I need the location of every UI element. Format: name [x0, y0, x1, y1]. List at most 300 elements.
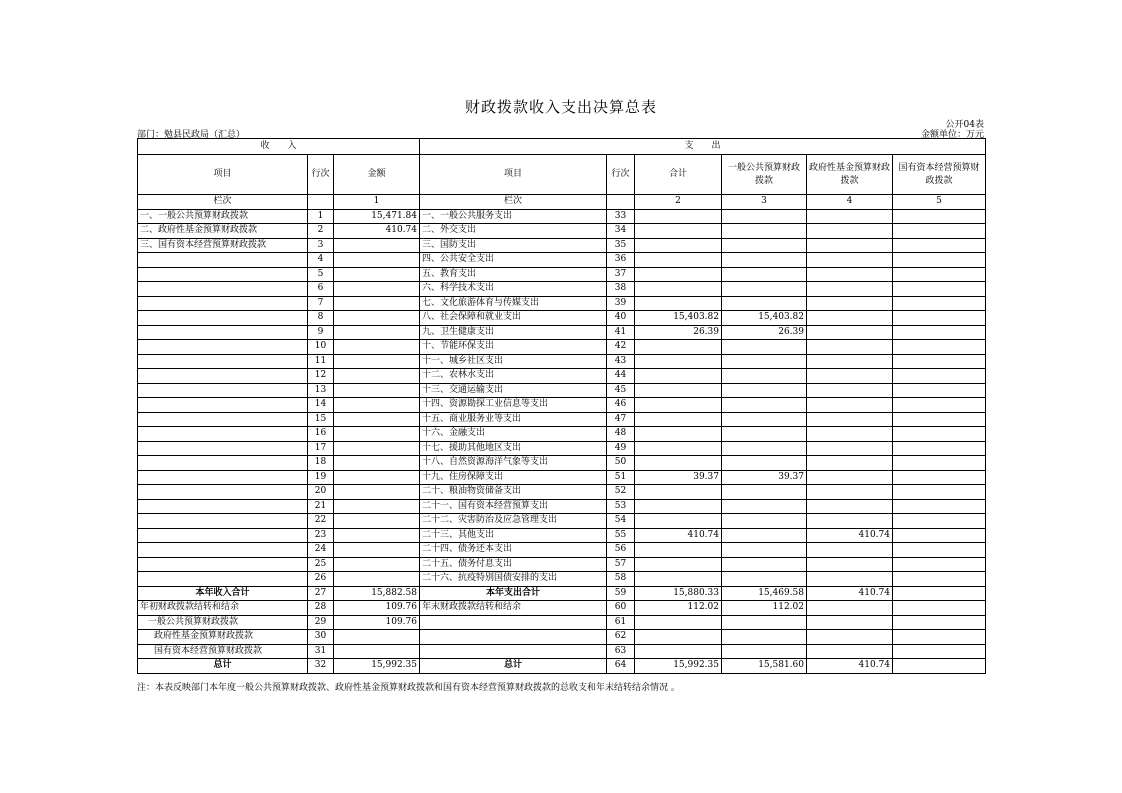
expense-fund-cell	[807, 543, 893, 558]
income-item-cell	[138, 412, 308, 427]
income-item-cell	[138, 514, 308, 529]
expense-general-cell	[722, 369, 807, 384]
income-amount-cell: 410.74	[334, 224, 420, 239]
expense-item-cell: 二十六、抗疫特别国债安排的支出	[420, 572, 607, 587]
income-amount-cell	[334, 369, 420, 384]
expense-total-cell	[635, 398, 722, 413]
expense-total-cell	[635, 296, 722, 311]
expense-general-cell	[722, 354, 807, 369]
expense-state-capital-cell	[893, 456, 986, 471]
expense-general-cell	[722, 644, 807, 659]
expense-general-cell	[722, 398, 807, 413]
fund-header: 政府性基金预算财政拨款	[807, 155, 893, 195]
expense-total-cell: 112.02	[635, 601, 722, 616]
expense-row-no-cell: 64	[607, 659, 635, 674]
expense-row-no-cell: 60	[607, 601, 635, 616]
expense-general-cell: 112.02	[722, 601, 807, 616]
expense-item-cell: 二十、粮油物资储备支出	[420, 485, 607, 500]
expense-total-cell	[635, 485, 722, 500]
expense-state-capital-cell	[893, 543, 986, 558]
expense-fund-cell	[807, 456, 893, 471]
income-amount-cell	[334, 296, 420, 311]
table-row	[138, 282, 986, 297]
expense-general-cell	[722, 224, 807, 239]
income-amount-cell: 109.76	[334, 601, 420, 616]
table-row	[138, 383, 986, 398]
col-number-5: 5	[893, 195, 986, 210]
income-item-cell	[138, 441, 308, 456]
expense-fund-cell	[807, 601, 893, 616]
expense-item-cell	[420, 630, 607, 645]
income-item-cell	[138, 253, 308, 268]
income-amount-cell	[334, 485, 420, 500]
income-item-cell: 二、政府性基金预算财政拨款	[138, 224, 308, 239]
expense-general-cell: 15,581.60	[722, 659, 807, 674]
expense-total-cell	[635, 238, 722, 253]
income-item-cell: 总计	[138, 659, 308, 674]
income-amount-cell: 15,882.58	[334, 586, 420, 601]
income-row-no-cell: 6	[308, 282, 334, 297]
expense-state-capital-cell	[893, 325, 986, 340]
expense-total-cell	[635, 644, 722, 659]
expense-total-cell	[635, 557, 722, 572]
expense-state-capital-cell	[893, 209, 986, 224]
expense-state-capital-cell	[893, 296, 986, 311]
income-row-no-cell: 1	[308, 209, 334, 224]
income-item-cell	[138, 311, 308, 326]
expense-row-no-cell: 42	[607, 340, 635, 355]
expense-row-no-cell: 43	[607, 354, 635, 369]
expense-fund-cell	[807, 238, 893, 253]
expense-fund-cell	[807, 630, 893, 645]
expense-item-cell: 二十二、灾害防治及应急管理支出	[420, 514, 607, 529]
expense-item-cell: 十九、住房保障支出	[420, 470, 607, 485]
income-item-cell	[138, 470, 308, 485]
table-row	[138, 644, 986, 659]
expense-general-cell	[722, 383, 807, 398]
expense-general-cell	[722, 615, 807, 630]
expense-fund-cell	[807, 383, 893, 398]
expense-general-cell	[722, 412, 807, 427]
expense-row-no-cell: 63	[607, 644, 635, 659]
income-amount-cell	[334, 398, 420, 413]
expense-item-cell: 四、公共安全支出	[420, 253, 607, 268]
expense-fund-cell: 410.74	[807, 659, 893, 674]
unit-label: 金额单位：万元	[920, 130, 984, 140]
income-amount-cell	[334, 514, 420, 529]
expense-item-cell: 九、卫生健康支出	[420, 325, 607, 340]
income-item-cell	[138, 282, 308, 297]
expense-fund-cell	[807, 282, 893, 297]
expense-state-capital-cell	[893, 282, 986, 297]
table-row	[138, 456, 986, 471]
income-row-no-cell: 14	[308, 398, 334, 413]
state-capital-header: 国有资本经营预算财政拨款	[893, 155, 986, 195]
expense-row-no-cell: 46	[607, 398, 635, 413]
expense-total-cell: 26.39	[635, 325, 722, 340]
income-row-no-cell: 3	[308, 238, 334, 253]
expense-state-capital-cell	[893, 644, 986, 659]
income-amount-cell	[334, 383, 420, 398]
expense-general-cell	[722, 209, 807, 224]
table-row	[138, 615, 986, 630]
expense-item-cell: 十二、农林水支出	[420, 369, 607, 384]
expense-state-capital-cell	[893, 412, 986, 427]
expense-total-cell	[635, 514, 722, 529]
expense-item-cell: 七、文化旅游体育与传媒支出	[420, 296, 607, 311]
expense-row-no-cell: 39	[607, 296, 635, 311]
income-item-cell	[138, 369, 308, 384]
income-row-no-cell: 9	[308, 325, 334, 340]
table-row	[138, 267, 986, 282]
income-amount-cell	[334, 325, 420, 340]
expense-total-cell: 15,403.82	[635, 311, 722, 326]
expense-fund-cell	[807, 572, 893, 587]
expense-item-cell: 二十一、国有资本经营预算支出	[420, 499, 607, 514]
income-row-no-cell: 17	[308, 441, 334, 456]
expense-total-cell	[635, 224, 722, 239]
expense-item-cell: 十七、援助其他地区支出	[420, 441, 607, 456]
expense-general-cell	[722, 456, 807, 471]
income-item-cell	[138, 557, 308, 572]
income-item-cell	[138, 543, 308, 558]
income-row-no-cell: 16	[308, 427, 334, 442]
income-row-no-cell: 12	[308, 369, 334, 384]
income-row-no-cell: 13	[308, 383, 334, 398]
expense-total-cell: 410.74	[635, 528, 722, 543]
expense-fund-cell	[807, 224, 893, 239]
expense-general-cell	[722, 340, 807, 355]
income-item-cell	[138, 354, 308, 369]
expense-state-capital-cell	[893, 224, 986, 239]
expense-item-cell: 二十五、债务付息支出	[420, 557, 607, 572]
expense-row-no-cell: 40	[607, 311, 635, 326]
income-amount-header: 金额	[334, 155, 420, 195]
expense-item-cell: 十八、自然资源海洋气象等支出	[420, 456, 607, 471]
expense-item-cell: 十四、资源勘探工业信息等支出	[420, 398, 607, 413]
expense-total-cell	[635, 412, 722, 427]
expense-total-cell: 39.37	[635, 470, 722, 485]
expense-fund-cell	[807, 615, 893, 630]
income-row-no-header: 行次	[308, 155, 334, 195]
income-item-cell: 年初财政拨款结转和结余	[138, 601, 308, 616]
expense-total-cell: 15,880.33	[635, 586, 722, 601]
col-label-expense: 栏次	[420, 195, 607, 210]
expense-general-cell: 15,403.82	[722, 311, 807, 326]
table-row	[138, 543, 986, 558]
expense-row-no-cell: 44	[607, 369, 635, 384]
expense-item-cell: 二、外交支出	[420, 224, 607, 239]
expense-item-cell: 总计	[420, 659, 607, 674]
expense-row-no-cell: 45	[607, 383, 635, 398]
expense-row-no-cell: 56	[607, 543, 635, 558]
income-item-cell: 国有资本经营预算财政拨款	[138, 644, 308, 659]
expense-row-no-cell: 48	[607, 427, 635, 442]
expense-fund-cell	[807, 514, 893, 529]
income-row-no-cell: 26	[308, 572, 334, 587]
expense-row-no-cell: 34	[607, 224, 635, 239]
table-row	[138, 369, 986, 384]
expense-fund-cell	[807, 311, 893, 326]
income-item-cell	[138, 572, 308, 587]
expense-row-no-cell: 36	[607, 253, 635, 268]
expense-item-cell: 本年支出合计	[420, 586, 607, 601]
expense-row-no-cell: 55	[607, 528, 635, 543]
expense-total-cell	[635, 209, 722, 224]
expense-total-cell	[635, 267, 722, 282]
expense-state-capital-cell	[893, 441, 986, 456]
expense-row-no-cell: 38	[607, 282, 635, 297]
income-row-no-cell: 29	[308, 615, 334, 630]
income-row-no-cell: 10	[308, 340, 334, 355]
expense-item-cell: 五、教育支出	[420, 267, 607, 282]
expense-item-cell: 十一、城乡社区支出	[420, 354, 607, 369]
general-header: 一般公共预算财政拨款	[722, 155, 807, 195]
expense-row-no-cell: 33	[607, 209, 635, 224]
expense-fund-cell	[807, 325, 893, 340]
income-amount-cell	[334, 644, 420, 659]
expense-total-cell	[635, 427, 722, 442]
expense-item-cell: 二十四、债务还本支出	[420, 543, 607, 558]
expense-state-capital-cell	[893, 485, 986, 500]
table-row	[138, 514, 986, 529]
expense-row-no-cell: 61	[607, 615, 635, 630]
expense-item-cell: 年末财政拨款结转和结余	[420, 601, 607, 616]
expense-state-capital-cell	[893, 470, 986, 485]
income-row-no-cell: 5	[308, 267, 334, 282]
table-row	[138, 557, 986, 572]
expense-state-capital-cell	[893, 354, 986, 369]
income-row-no-cell: 18	[308, 456, 334, 471]
expense-state-capital-cell	[893, 601, 986, 616]
income-row-no-cell: 11	[308, 354, 334, 369]
expense-state-capital-cell	[893, 586, 986, 601]
income-item-cell	[138, 398, 308, 413]
expense-total-cell	[635, 253, 722, 268]
income-amount-cell	[334, 470, 420, 485]
expense-fund-cell	[807, 267, 893, 282]
expense-item-cell: 一、一般公共服务支出	[420, 209, 607, 224]
table-row	[138, 572, 986, 587]
budget-table	[137, 138, 986, 674]
expense-general-cell	[722, 499, 807, 514]
expense-row-no-cell: 52	[607, 485, 635, 500]
table-row	[138, 340, 986, 355]
income-item-cell: 一、一般公共预算财政拨款	[138, 209, 308, 224]
table-row	[138, 499, 986, 514]
expense-total-cell: 15,992.35	[635, 659, 722, 674]
expense-item-cell: 十五、商业服务业等支出	[420, 412, 607, 427]
expense-total-cell	[635, 543, 722, 558]
income-amount-cell	[334, 311, 420, 326]
income-item-cell: 政府性基金预算财政拨款	[138, 630, 308, 645]
empty-cell	[607, 195, 635, 210]
expense-general-cell	[722, 296, 807, 311]
expense-total-cell	[635, 340, 722, 355]
income-item-cell	[138, 383, 308, 398]
table-row	[138, 311, 986, 326]
income-item-cell: 一般公共预算财政拨款	[138, 615, 308, 630]
expense-row-no-cell: 49	[607, 441, 635, 456]
expense-general-cell	[722, 557, 807, 572]
income-item-cell: 三、国有资本经营预算财政拨款	[138, 238, 308, 253]
table-row	[138, 528, 986, 543]
expense-state-capital-cell	[893, 557, 986, 572]
expense-general-cell	[722, 630, 807, 645]
table-row	[138, 470, 986, 485]
income-row-no-cell: 32	[308, 659, 334, 674]
expense-fund-cell	[807, 499, 893, 514]
col-number-1: 1	[334, 195, 420, 210]
expense-item-header: 项目	[420, 155, 607, 195]
income-row-no-cell: 31	[308, 644, 334, 659]
expense-item-cell: 八、社会保障和就业支出	[420, 311, 607, 326]
expense-general-cell	[722, 427, 807, 442]
expense-row-no-cell: 57	[607, 557, 635, 572]
expense-state-capital-cell	[893, 369, 986, 384]
income-amount-cell	[334, 499, 420, 514]
income-item-cell	[138, 325, 308, 340]
table-row	[138, 325, 986, 340]
expense-header: 支 出	[420, 139, 986, 155]
expense-fund-cell	[807, 253, 893, 268]
income-row-no-cell: 21	[308, 499, 334, 514]
income-amount-cell: 109.76	[334, 615, 420, 630]
expense-fund-cell	[807, 340, 893, 355]
expense-row-no-cell: 58	[607, 572, 635, 587]
income-item-cell	[138, 485, 308, 500]
expense-fund-cell	[807, 296, 893, 311]
expense-total-cell	[635, 383, 722, 398]
expense-fund-cell	[807, 485, 893, 500]
income-row-no-cell: 4	[308, 253, 334, 268]
table-row	[138, 659, 986, 674]
expense-general-cell	[722, 572, 807, 587]
expense-row-no-header: 行次	[607, 155, 635, 195]
expense-fund-cell	[807, 354, 893, 369]
expense-state-capital-cell	[893, 659, 986, 674]
expense-item-cell: 十三、交通运输支出	[420, 383, 607, 398]
expense-item-cell: 二十三、其他支出	[420, 528, 607, 543]
income-row-no-cell: 28	[308, 601, 334, 616]
expense-total-cell	[635, 354, 722, 369]
income-amount-cell	[334, 557, 420, 572]
expense-fund-cell	[807, 644, 893, 659]
income-row-no-cell: 25	[308, 557, 334, 572]
income-item-cell	[138, 499, 308, 514]
expense-row-no-cell: 41	[607, 325, 635, 340]
table-row	[138, 441, 986, 456]
income-row-no-cell: 20	[308, 485, 334, 500]
expense-fund-cell	[807, 369, 893, 384]
expense-state-capital-cell	[893, 253, 986, 268]
expense-total-cell	[635, 456, 722, 471]
income-amount-cell: 15,992.35	[334, 659, 420, 674]
expense-item-cell	[420, 615, 607, 630]
income-row-no-cell: 15	[308, 412, 334, 427]
expense-row-no-cell: 47	[607, 412, 635, 427]
income-amount-cell	[334, 528, 420, 543]
expense-state-capital-cell	[893, 311, 986, 326]
expense-fund-cell	[807, 412, 893, 427]
expense-state-capital-cell	[893, 499, 986, 514]
expense-row-no-cell: 59	[607, 586, 635, 601]
total-header: 合计	[635, 155, 722, 195]
expense-state-capital-cell	[893, 572, 986, 587]
income-amount-cell	[334, 441, 420, 456]
expense-general-cell	[722, 238, 807, 253]
expense-state-capital-cell	[893, 238, 986, 253]
income-amount-cell	[334, 572, 420, 587]
expense-row-no-cell: 35	[607, 238, 635, 253]
footnote: 注：本表反映部门本年度一般公共预算财政拨款、政府性基金预算财政拨款和国有资本经营预算财政拨款的总收支和年末结转结余情况 。	[137, 683, 680, 693]
table-row	[138, 296, 986, 311]
department-label: 部门：勉县民政局（汇总）	[137, 130, 246, 140]
page-title: 财政拨款收入支出决算总表	[464, 98, 657, 116]
expense-state-capital-cell	[893, 630, 986, 645]
table-row	[138, 586, 986, 601]
table-row	[138, 224, 986, 239]
income-item-cell	[138, 340, 308, 355]
col-number-3: 3	[722, 195, 807, 210]
table-row	[138, 485, 986, 500]
income-item-cell	[138, 528, 308, 543]
income-amount-cell	[334, 238, 420, 253]
expense-fund-cell	[807, 557, 893, 572]
expense-general-cell	[722, 514, 807, 529]
expense-general-cell: 39.37	[722, 470, 807, 485]
income-amount-cell	[334, 267, 420, 282]
income-row-no-cell: 2	[308, 224, 334, 239]
income-amount-cell	[334, 456, 420, 471]
income-amount-cell	[334, 630, 420, 645]
table-row	[138, 238, 986, 253]
col-number-2: 2	[635, 195, 722, 210]
expense-state-capital-cell	[893, 615, 986, 630]
income-amount-cell: 15,471.84	[334, 209, 420, 224]
expense-row-no-cell: 51	[607, 470, 635, 485]
income-amount-cell	[334, 412, 420, 427]
expense-row-no-cell: 53	[607, 499, 635, 514]
income-amount-cell	[334, 543, 420, 558]
expense-fund-cell	[807, 427, 893, 442]
income-item-cell	[138, 267, 308, 282]
expense-fund-cell	[807, 470, 893, 485]
income-row-no-cell: 8	[308, 311, 334, 326]
table-row	[138, 427, 986, 442]
expense-general-cell: 15,469.58	[722, 586, 807, 601]
income-amount-cell	[334, 340, 420, 355]
income-row-no-cell: 30	[308, 630, 334, 645]
expense-item-cell: 十六、金融支出	[420, 427, 607, 442]
expense-general-cell	[722, 543, 807, 558]
expense-state-capital-cell	[893, 340, 986, 355]
expense-general-cell	[722, 485, 807, 500]
expense-total-cell	[635, 499, 722, 514]
table-row	[138, 354, 986, 369]
expense-state-capital-cell	[893, 398, 986, 413]
income-amount-cell	[334, 427, 420, 442]
table-row	[138, 601, 986, 616]
expense-row-no-cell: 37	[607, 267, 635, 282]
expense-total-cell	[635, 615, 722, 630]
expense-general-cell	[722, 528, 807, 543]
expense-row-no-cell: 50	[607, 456, 635, 471]
expense-row-no-cell: 62	[607, 630, 635, 645]
expense-total-cell	[635, 282, 722, 297]
col-label-income: 栏次	[138, 195, 308, 210]
table-row	[138, 253, 986, 268]
